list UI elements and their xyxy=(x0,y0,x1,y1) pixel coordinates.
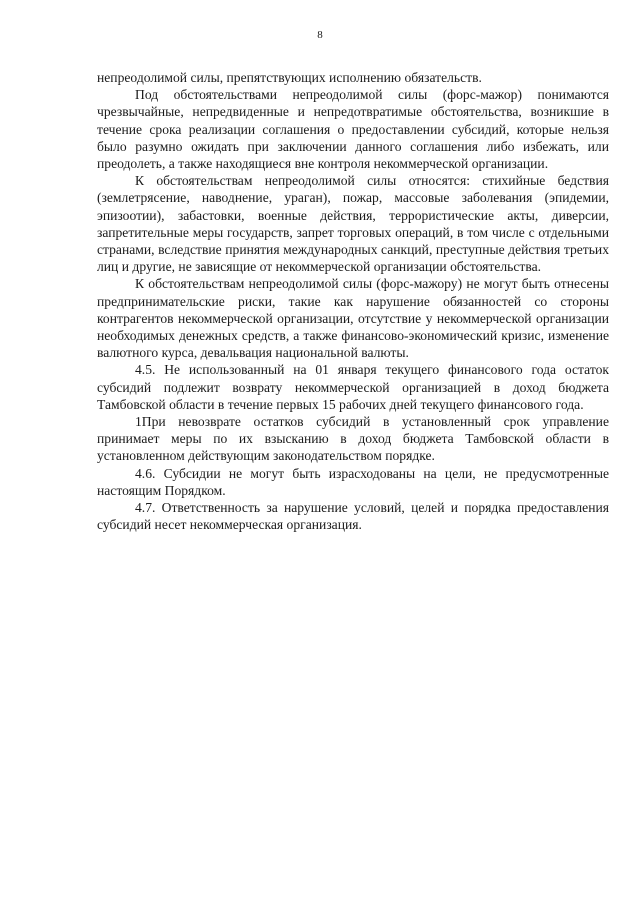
paragraph-clause-4-6: 4.6. Субсидии не могут быть израсходованы на цели, не предусмотренные настоящим Порядком. xyxy=(97,465,609,498)
document-body xyxy=(97,69,609,533)
paragraph-force-majeure-definition: Под обстоятельствами непреодолимой силы (форс-мажор) понимаются чрезвычайные, непредвиденные и непредотвратимые обстоятельства, возникшие в течение срока реализации соглашения о предоставлении субсидий, которые нельзя было разумно ожидать при заключении данного соглашения либо избежать, или преодолеть, а также находящиеся вне контроля некоммерческой организации. xyxy=(97,87,609,172)
paragraph-force-majeure-list: К обстоятельствам непреодолимой силы относятся: стихийные бедствия (землетрясение, наводнение, ураган), пожар, массовые заболевания (эпидемии, эпизоотии), забастовки, военные действия, террористические акты, диверсии, запретительные меры государств, запрет торговых операций, в том числе с отдельными странами, вследствие принятия международных санкций, преступные действия третьих лиц и другие, не зависящие от некоммерческой организации обстоятельства. xyxy=(97,173,609,275)
paragraph-clause-4-7: 4.7. Ответственность за нарушение условий, целей и порядка предоставления субсидий несет некоммерческая организация. xyxy=(97,500,609,533)
paragraph-force-majeure-exclusions: К обстоятельствам непреодолимой силы (форс-мажору) не могут быть отнесены предпринимательские риски, такие как нарушение обязанностей со стороны контрагентов некоммерческой организации, отсутствие у некоммерческой организации необходимых денежных средств, а также финансово-экономический кризис, изменение валютного курса, девальвация национальной валюты. xyxy=(97,276,609,361)
paragraph-continuation: непреодолимой силы, препятствующих исполнению обязательств. xyxy=(97,70,482,85)
paragraph-clause-4-5: 4.5. Не использованный на 01 января текущего финансового года остаток субсидий подлежит возврату некоммерческой организацией в доход бюджета Тамбовской области в течение первых 15 рабочих дней текущего финансового года. xyxy=(97,362,609,412)
page-number: 8 xyxy=(317,29,323,41)
paragraph-non-return: 1При невозврате остатков субсидий в установленный срок управление принимает меры по их взысканию в доход бюджета Тамбовской области в установленном действующим законодательством порядке. xyxy=(97,414,609,464)
